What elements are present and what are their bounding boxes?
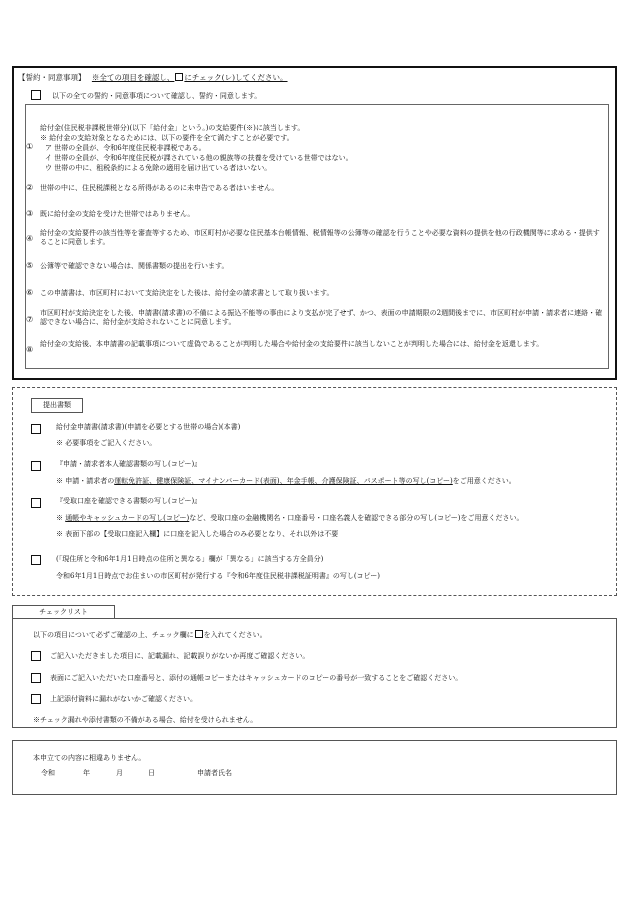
item5-text: 公簿等で確認できない場合は、関係書類の提出を行います。 [40,262,229,270]
declaration-era: 令和 [41,769,55,777]
doc2-note: ※ 申請・請求者の運転免許証、健康保険証、マイナンバーカード(表面)、年金手帳、介護保険証、パスポート等の写し(コピー)をご用意ください。 [56,477,516,485]
item2-text: 世帯の中に、住民税課税となる所得があるのに未申告である者はいません。 [40,184,279,192]
item4-number: ④ [26,234,34,243]
applicant-name-label: 申請者氏名 [197,769,232,777]
doc3-note2: ※ 表面下部の【受取口座記入欄】に口座を記入した場合のみ必要となり、それ以外は不要 [56,530,339,538]
item6-number: ⑥ [26,288,34,297]
item7-text: 市区町村が支給決定をした後、申請書(請求書)の不備による振込不能等の事由により支払が完了せず、かつ、表面の申請期限の2週間後までに、市区町村が申請・請求者に連絡・確認できない場合に、給付金が支給されないことに同意します。 [40,309,603,327]
checklist-top-rule [115,618,617,619]
check2-checkbox[interactable] [31,673,41,683]
oath-heading: 【誓約・同意事項】 [18,73,86,82]
documents-heading: 提出書類 [43,401,71,409]
item3-number: ③ [26,209,34,218]
item2-number: ② [26,183,34,192]
check1-checkbox[interactable] [31,651,41,661]
doc1-title: 給付金申請書(請求書)(申請を必要とする世帯の場合)(本書) [56,423,241,431]
item3-text: 既に給付金の支給を受けた世帯ではありません。 [40,210,195,218]
declaration-month: 月 [116,769,123,777]
checklist-warning: ※チェック漏れや添付書類の不備がある場合、給付を受けられません。 [33,716,258,724]
item8-text: 給付金の支給後、本申請書の記載事項について虚偽であることが判明した場合や給付金の支給要件に該当しないことが判明した場合には、給付金を返還します。 [40,340,544,348]
item5-number: ⑤ [26,261,34,270]
check3-label: 上記添付資料に漏れがないかご確認ください。 [50,695,197,703]
doc4-note: 令和6年1月1日時点でお住まいの市区町村が発行する『令和6年度住民税非課税証明書』の写し(コピー) [56,572,380,580]
agree-all-checkbox[interactable] [31,90,41,100]
checklist-heading-box [12,605,115,619]
item8-number: ⑧ [26,345,34,354]
checklist-intro: 以下の項目について必ずご確認の上、チェック欄に を入れてください。 [33,631,267,639]
checkbox-symbol-icon [175,73,183,81]
item1-condition-i: イ 世帯の全員が、令和6年度住民税が課されている他の親族等の扶養を受けている世帯ではない。 [45,154,353,162]
item1-number: ① [26,142,34,151]
checklist-heading: チェックリスト [39,608,88,616]
item1-condition-a: ア 世帯の全員が、令和6年度住民税非課税である。 [45,144,206,152]
oath-instruction: ※全ての項目を確認し、 にチェック(レ)してください。 [91,73,288,82]
check2-label: 表面にご記入いただいた口座番号と、添付の通帳コピーまたはキャッシュカードのコピーの番号が一致することをご確認ください。 [50,674,463,682]
declaration-year: 年 [83,769,90,777]
declaration-box [12,740,617,795]
documents-heading-box [31,398,83,413]
doc3-title: 『受取口座を確認できる書類の写し(コピー)』 [56,497,202,505]
check1-label: ご記入いただきました項目に、記載漏れ、記載誤りがないか再度ご確認ください。 [50,652,310,660]
doc4-title: (「現住所と令和6年1月1日時点の住所と異なる」欄が「異なる」に該当する方全員分) [56,555,324,563]
doc3-checkbox[interactable] [31,498,41,508]
item1-lead: 給付金(住民税非課税世帯分)(以下「給付金」という。)の支給要件(※)に該当します。 [40,124,305,132]
doc2-title: 『申請・請求者本人確認書類の写し(コピー)』 [56,460,202,468]
item1-note: ※ 給付金の支給対象となるためには、以下の要件を全て満たすことが必要です。 [40,134,294,142]
doc4-checkbox[interactable] [31,555,41,565]
doc1-checkbox[interactable] [31,424,41,434]
declaration-text: 本申立ての内容に相違ありません。 [33,754,146,762]
agree-all-label: 以下の全ての誓約・同意事項について確認し、誓約・同意します。 [52,92,262,100]
check3-checkbox[interactable] [31,694,41,704]
doc3-note1: ※ 通帳やキャッシュカードの写し(コピー)など、受取口座の金融機関名・口座番号・口座名義人を確認できる部分の写し(コピー)をご用意ください。 [56,514,524,522]
oath-heading-line [18,73,288,83]
item1-condition-u: ウ 世帯の中に、租税条約による免除の適用を届け出ている者はいない。 [45,164,272,172]
checkbox-symbol-icon [195,630,203,638]
documents-box [12,387,617,596]
doc1-note: ※ 必要事項をご記入ください。 [56,439,157,447]
item7-number: ⑦ [26,315,34,324]
item6-text: この申請書は、市区町村において支給決定をした後は、給付金の請求書として取り扱います。 [40,289,334,297]
item4-text: 給付金の支給要件の該当性等を審査等するため、市区町村が必要な住民基本台帳情報、税情報等の公簿等の確認を行うことや必要な資料の提供を他の行政機関等に求める・提供することに同意します。 [40,229,600,247]
doc2-checkbox[interactable] [31,461,41,471]
declaration-day: 日 [148,769,155,777]
